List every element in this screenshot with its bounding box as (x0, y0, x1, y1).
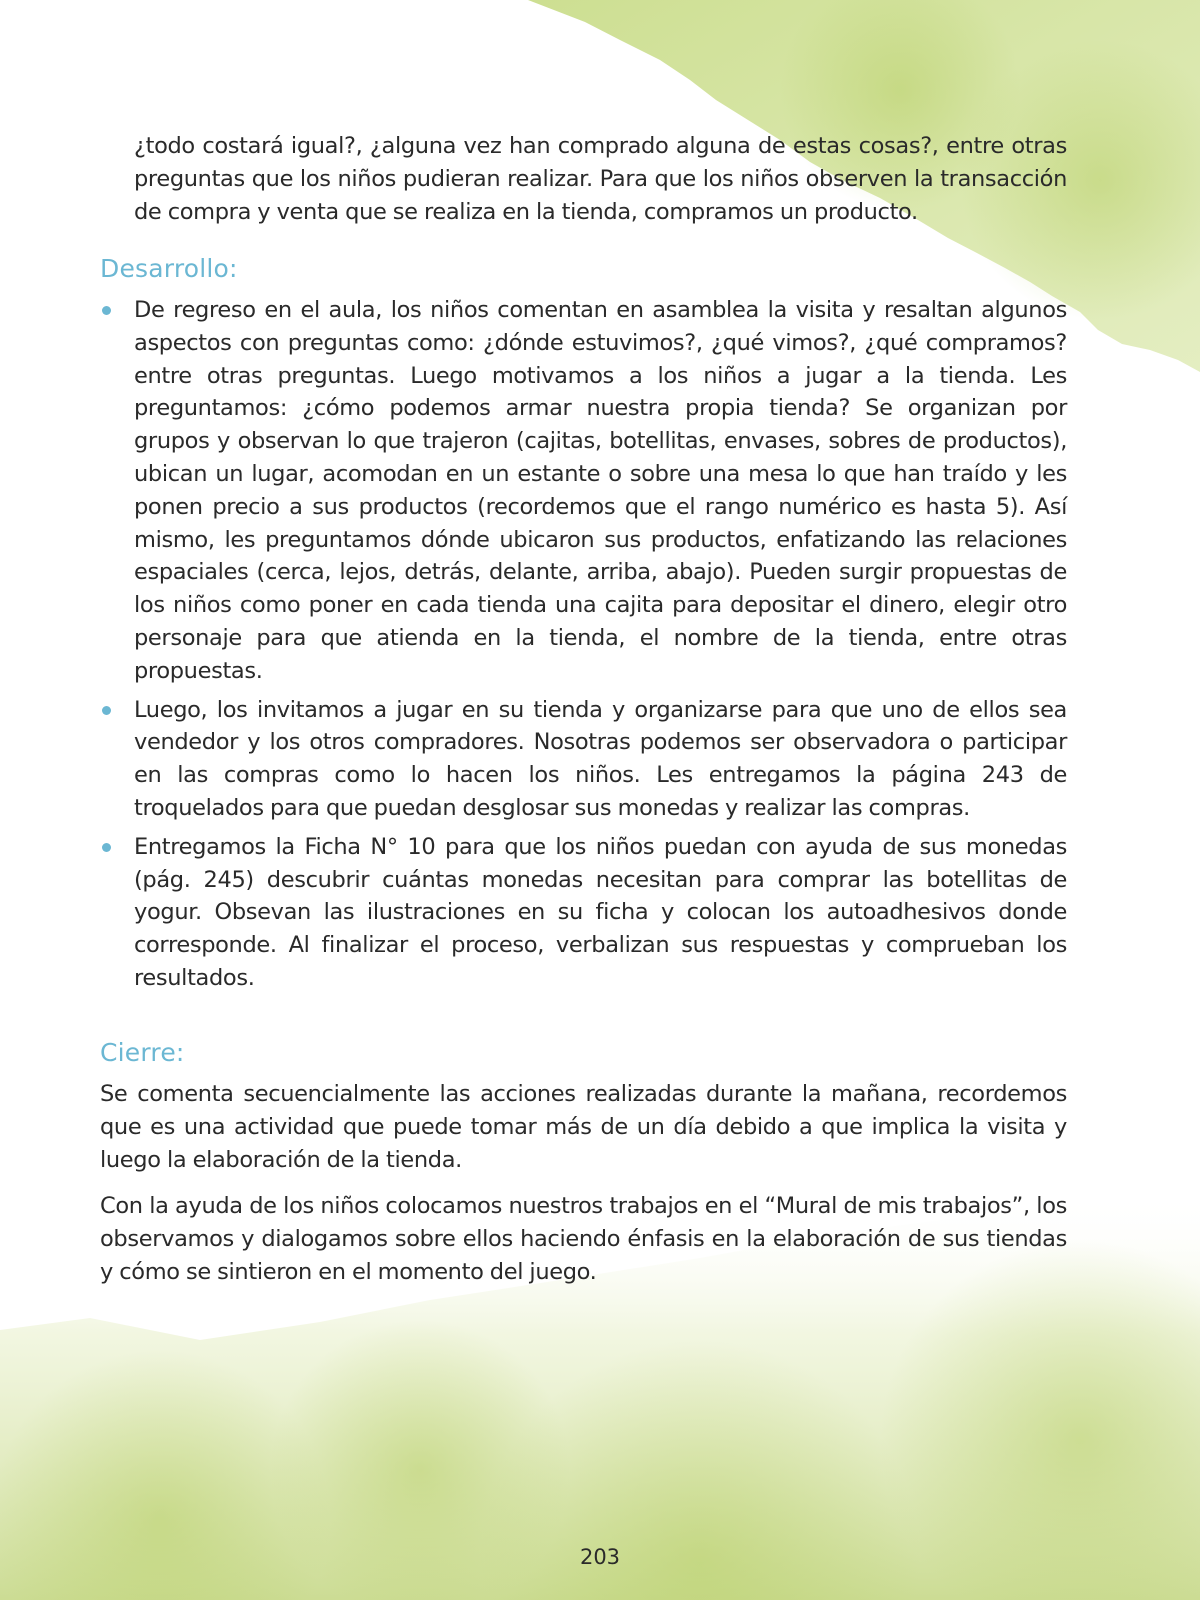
cierre-paragraph-2: Con la ayuda de los niños colocamos nuestros trabajos en el “Mural de mis trabajos”, los observamos y dialogamos sobre ellos haciendo énfasis en la elaboración de sus tiendas y cómo se sintieron en el momento del juego. (100, 1193, 1067, 1285)
list-item-text: Luego, los invitamos a jugar en su tienda y organizarse para que uno de ellos sea vendedor y los otros compradores. Nosotras podemos ser observadora o participar en las compras como lo hacen los niños. Les entregamos la página 243 de troquelados para que puedan desglosar sus monedas y realizar las compras. (134, 696, 1067, 821)
intro-paragraph: ¿todo costará igual?, ¿alguna vez han comprado alguna de estas cosas?, entre otras preguntas que los niños pudieran realizar. Para que los niños observen la transacción de compra y venta que se realiza en la tienda, compramos un producto. (134, 133, 1067, 225)
list-item-text: Entregamos la Ficha N° 10 para que los niños puedan con ayuda de sus monedas (pág. 245) descubrir cuántas monedas necesitan para comprar las botellitas de yogur. Obsevan las ilustraciones en su ficha y colocan los autoadhesivos donde corresponde. Al finalizar el proceso, verbalizan sus respuestas y comprueban los resultados. (134, 833, 1067, 991)
bullet-dot-icon (102, 706, 111, 715)
desarrollo-list (134, 294, 1067, 1001)
list-item (134, 831, 1067, 995)
cierre-heading: Cierre: (100, 1038, 185, 1067)
list-item-text: De regreso en el aula, los niños comentan en asamblea la visita y resaltan algunos aspectos con preguntas como: ¿dónde estuvimos?, ¿qué vimos?, ¿qué compramos? entre otras preguntas. Luego motivamos a los niños a jugar a la tienda. Les preguntamos: ¿cómo podemos armar nuestra propia tienda? Se organizan por grupos y observan lo que trajeron (cajitas, botellitas, envases, sobres de productos), ubican un lugar, acomodan en un estante o sobre una mesa lo que han traído y les ponen precio a sus productos (recordemos que el rango numérico es hasta 5). Así mismo, les preguntamos dónde ubicaron sus productos, enfatizando las relaciones espaciales (cerca, lejos, detrás, delante, arriba, abajo). Pueden surgir propuestas de los niños como poner en cada tienda una cajita para depositar el dinero, elegir otro personaje para que atienda en la tienda, el nombre de la tienda, entre otras propuestas. (134, 297, 1067, 684)
cierre-paragraph-1: Se comenta secuencialmente las acciones realizadas durante la mañana, recordemos que es una actividad que puede tomar más de un día debido a que implica la visita y luego la elaboración de la tienda. (100, 1081, 1067, 1173)
list-item (134, 694, 1067, 825)
bullet-dot-icon (102, 306, 111, 315)
page-number: 203 (579, 1545, 621, 1569)
desarrollo-heading: Desarrollo: (100, 254, 238, 283)
bullet-dot-icon (102, 843, 111, 852)
list-item (134, 294, 1067, 688)
